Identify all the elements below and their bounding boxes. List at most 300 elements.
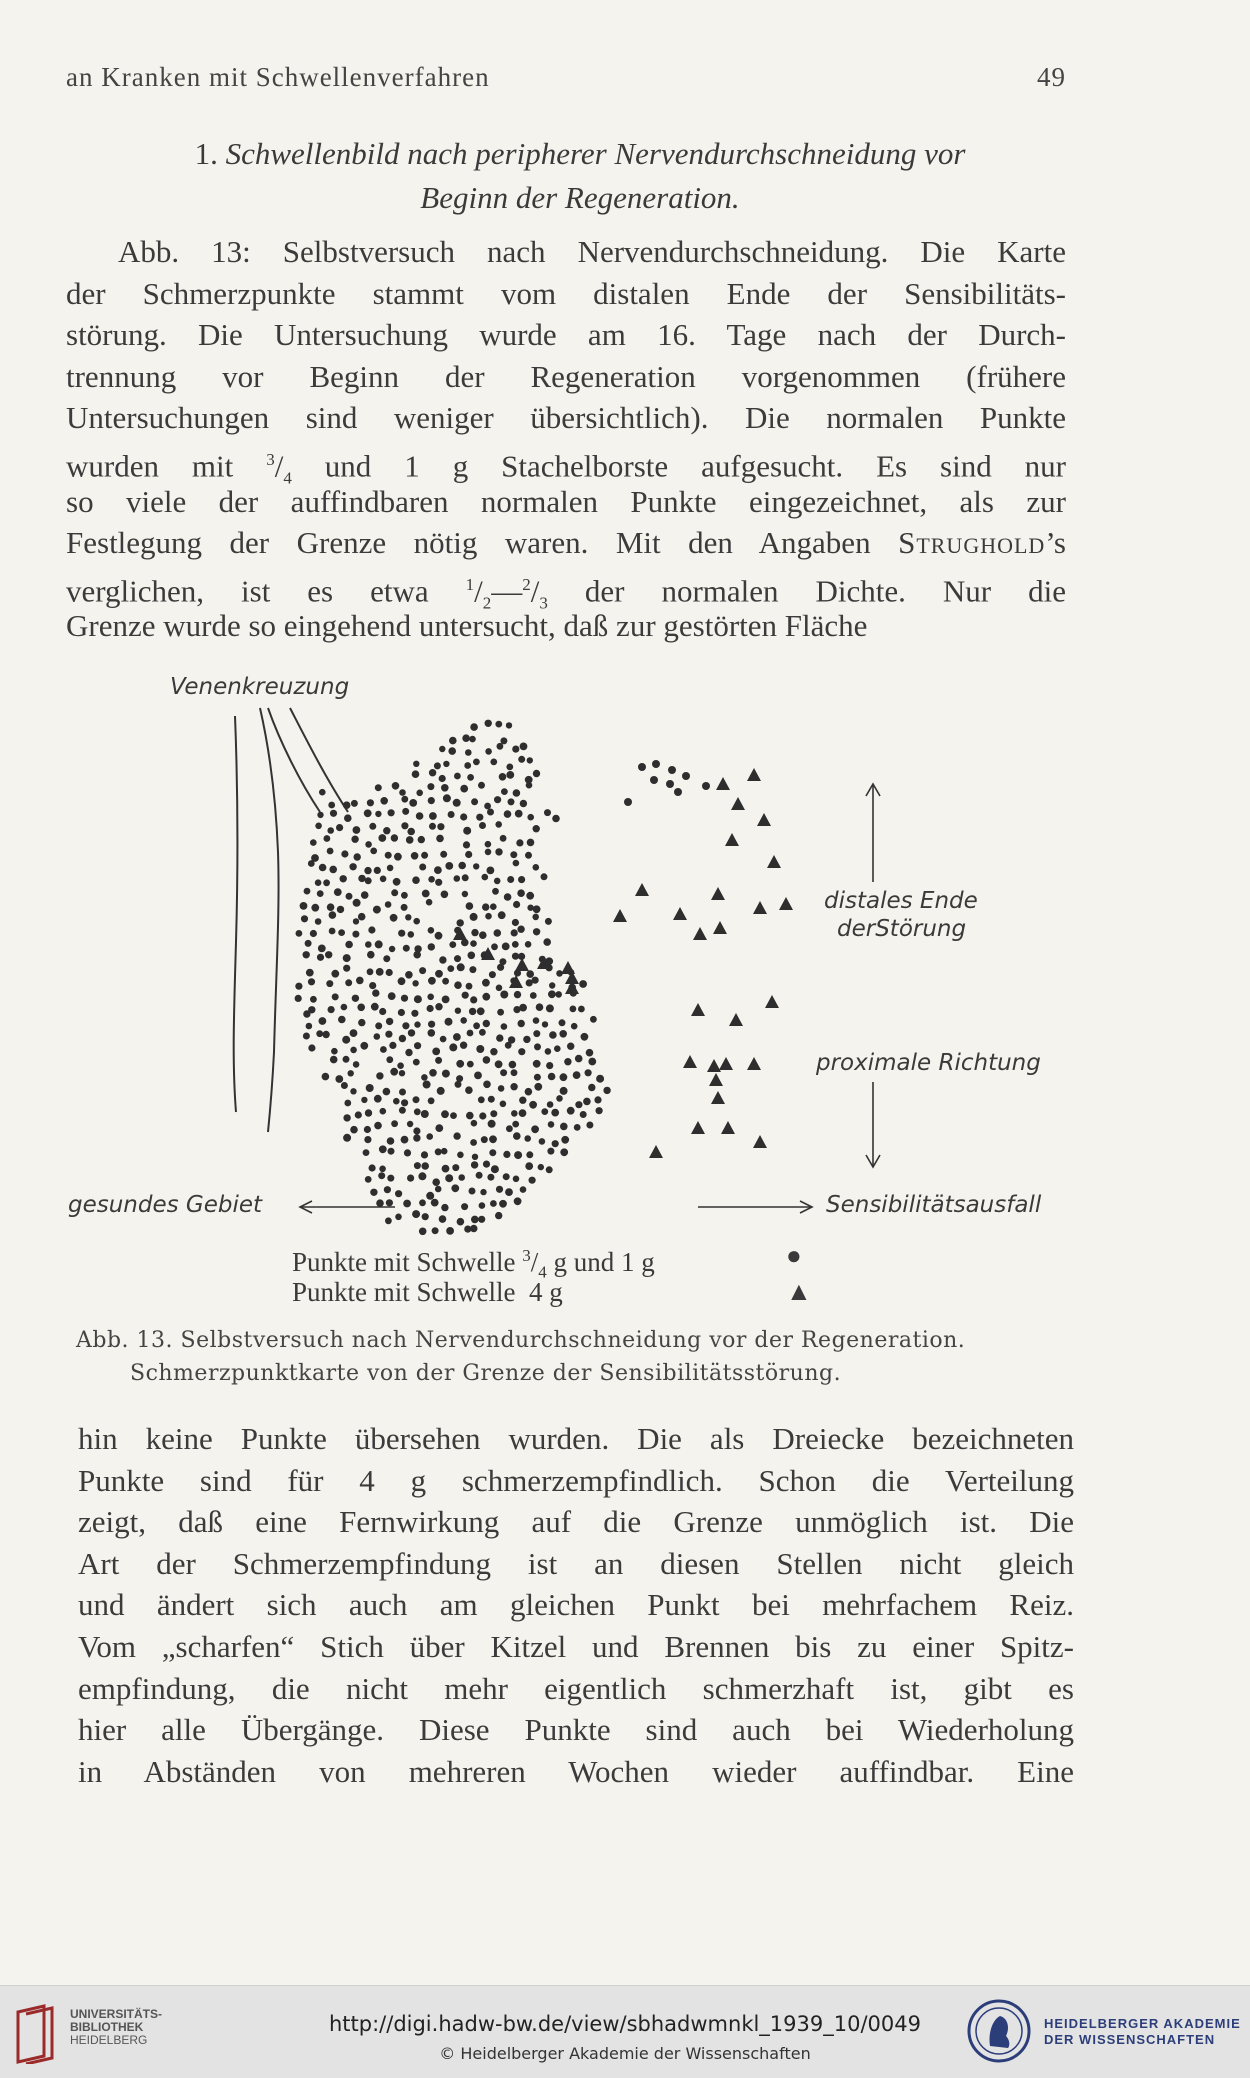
dot-point (489, 971, 496, 978)
dot-point (548, 1121, 555, 1128)
dot-point (533, 905, 541, 913)
dot-point (368, 926, 375, 933)
dot-point (328, 802, 335, 809)
dot-point (385, 901, 392, 908)
dot-point (385, 1031, 392, 1038)
dot-point (355, 1111, 362, 1118)
triangle-point (713, 921, 727, 934)
dot-point (442, 1070, 450, 1078)
dot-point (517, 889, 525, 897)
dot-point (348, 1070, 354, 1076)
dot-point (526, 970, 534, 978)
dot-point (435, 879, 442, 886)
dot-point (372, 989, 379, 996)
dot-point (387, 1175, 394, 1182)
dot-point (327, 827, 334, 834)
dot-point (432, 1227, 439, 1234)
dot-point (560, 1073, 568, 1081)
dot-point (512, 1121, 519, 1128)
dot-point (478, 1096, 485, 1103)
dot-point (501, 1023, 508, 1030)
triangle-point (765, 995, 779, 1008)
dot-point (401, 904, 408, 911)
figure-caption (76, 1324, 1076, 1390)
dot-point (506, 1125, 513, 1132)
dot-point (398, 1009, 405, 1016)
dot-point (435, 1003, 442, 1010)
dot-point (308, 1006, 315, 1013)
dot-point (421, 852, 428, 859)
dot-point (480, 1189, 486, 1195)
dot-point (495, 1212, 502, 1219)
dot-point (526, 1151, 533, 1158)
dot-point (511, 929, 518, 936)
dot-point (418, 1172, 426, 1180)
dot-point (322, 1073, 330, 1081)
dot-point (532, 977, 539, 984)
dot-point (457, 1218, 465, 1226)
dot-point (419, 1199, 426, 1206)
dot-point (542, 1021, 548, 1027)
dot-point (479, 931, 487, 939)
dot-point (456, 1060, 464, 1068)
dot-point (531, 1125, 539, 1133)
source-url-link[interactable]: http://digi.hadw-bw.de/view/sbhadwmnkl_1939_10/0049 (328, 2012, 921, 2036)
triangle-point (721, 1121, 735, 1134)
dot-point (428, 797, 435, 804)
dot-point (376, 1072, 383, 1079)
dot-point (514, 1151, 522, 1159)
dot-point (442, 996, 450, 1004)
dot-point (324, 835, 331, 842)
dot-point (458, 1174, 465, 1181)
dot-point (399, 1089, 406, 1096)
dot-point (401, 1136, 409, 1144)
dot-point (383, 827, 390, 834)
dot-point (529, 1177, 536, 1184)
dot-point (419, 967, 426, 974)
dot-point (552, 815, 560, 823)
dot-point (365, 941, 372, 948)
dot-point (350, 1029, 358, 1037)
dot-point (343, 1134, 351, 1142)
dot-point (473, 863, 479, 869)
dot-point (427, 1005, 434, 1012)
triangle-point (711, 1091, 725, 1104)
dot-point (329, 866, 337, 874)
dot-point (492, 888, 499, 895)
section-number: 1. (194, 136, 218, 171)
dot-point (301, 915, 308, 922)
dot-point (380, 1046, 387, 1053)
triangle-point (729, 1013, 743, 1026)
dot-point (343, 1056, 350, 1063)
dot-point (395, 1190, 402, 1197)
dot-point (603, 1087, 610, 1094)
dot-point (483, 1161, 490, 1168)
dot-point (432, 1048, 440, 1056)
dot-point (330, 1056, 338, 1064)
dot-point (383, 955, 390, 962)
dot-point (534, 1083, 542, 1091)
dot-point (343, 1114, 350, 1121)
dot-point (499, 773, 507, 781)
dot-point (457, 1152, 464, 1159)
dot-point (541, 1108, 548, 1115)
dot-point (533, 1030, 540, 1037)
dot-point (325, 951, 332, 958)
dot-point (507, 876, 514, 883)
dot-point (464, 762, 471, 769)
dot-point (455, 1008, 461, 1014)
text-segment: und 1 g Stachelborste aufgesucht. Es sind nur (324, 448, 1066, 484)
dot-point (499, 1200, 507, 1208)
dot-point (437, 1087, 445, 1095)
dot-point (471, 798, 478, 805)
dot-point (393, 878, 401, 886)
dot-point (413, 1096, 420, 1103)
dot-point (336, 824, 343, 831)
triangle-symbol-icon: ▲ (786, 1277, 812, 1306)
dot-point (485, 849, 492, 856)
dot-point (441, 891, 449, 899)
dot-point (429, 769, 436, 776)
dot-point (358, 875, 365, 882)
triangle-point (561, 961, 575, 974)
dot-point (353, 1061, 360, 1068)
dot-point (495, 1060, 503, 1068)
dot-point (445, 1174, 453, 1182)
dot-point (533, 1017, 540, 1024)
dot-point (378, 834, 386, 842)
academy-name (1044, 2016, 1241, 2048)
dot-point (448, 811, 455, 818)
dot-point (401, 892, 408, 899)
dot-point (386, 1056, 393, 1063)
dot-point (421, 1162, 429, 1170)
dot-point (371, 1003, 379, 1011)
triangle-point (691, 1121, 705, 1134)
triangle-point (753, 901, 767, 914)
dot-point (379, 1145, 387, 1153)
dot-point (463, 841, 470, 848)
dot-point (322, 1031, 329, 1038)
dot-point (296, 930, 303, 937)
text-line-with-fraction: wurden mit $^3/_4$ und 1 g Stachelborste aufgesucht. Es sind nur (66, 448, 1066, 488)
dot-point (315, 823, 322, 830)
dot-point (414, 1162, 421, 1169)
dot-point (532, 914, 539, 921)
dot-point (402, 1022, 409, 1029)
dot-point (308, 978, 315, 985)
dot-point (527, 839, 535, 847)
dot-point (547, 1101, 554, 1108)
dot-point (391, 889, 398, 896)
dot-point (367, 799, 374, 806)
dot-point (466, 983, 473, 990)
dot-point (590, 1016, 597, 1023)
triangle-point (635, 883, 649, 896)
dot-point (343, 954, 351, 962)
dot-point (479, 822, 486, 829)
dot-point (407, 828, 415, 836)
section-heading (80, 132, 1080, 220)
dot-point (423, 1081, 431, 1089)
triangle-point (709, 1073, 723, 1086)
dot-point (380, 1108, 387, 1115)
dot-point (469, 736, 476, 743)
dot-point (404, 1149, 411, 1156)
dot-point (370, 1189, 377, 1196)
dot-point (413, 1059, 420, 1066)
triangle-point (753, 1135, 767, 1148)
dot-point (413, 1134, 420, 1141)
academy-name-line: DER WISSENSCHAFTEN (1044, 2032, 1216, 2047)
dot-point (559, 1030, 567, 1038)
dot-point (443, 794, 451, 802)
dot-point (500, 1069, 507, 1076)
dot-point (490, 1048, 497, 1055)
dot-point (638, 763, 646, 771)
dot-point (303, 1033, 310, 1040)
dot-point (387, 1137, 395, 1145)
dot-point (533, 1060, 541, 1068)
dot-point (527, 757, 533, 763)
dot-point (513, 1132, 521, 1140)
dot-point (483, 1020, 490, 1027)
dot-point (376, 1199, 384, 1207)
dot-point (466, 902, 474, 910)
dot-point (624, 798, 632, 806)
dot-point (399, 1107, 406, 1114)
dot-point (434, 866, 442, 874)
dot-point (534, 1043, 541, 1050)
dot-point (501, 788, 508, 795)
dot-point (329, 928, 336, 935)
dot-point (513, 901, 520, 908)
dot-point (470, 1225, 477, 1232)
dot-point (527, 814, 534, 821)
dot-point (498, 1085, 505, 1092)
dot-point (586, 1049, 594, 1057)
dot-point (428, 876, 435, 883)
dot-point (343, 801, 351, 809)
dot-point (544, 809, 551, 816)
dot-point (441, 1148, 448, 1155)
arrows (300, 784, 880, 1213)
dot-point (520, 743, 528, 751)
dot-point (485, 841, 492, 848)
triangle-point (779, 897, 793, 910)
dot-point (520, 1186, 527, 1193)
triangle-point (731, 797, 745, 810)
dot-point (384, 1186, 391, 1193)
dot-point (329, 911, 337, 919)
dot-point (331, 1048, 338, 1055)
legend-text: Punkte mit Schwelle 4 g (292, 1277, 563, 1307)
dot-point (448, 747, 456, 755)
dot-point (330, 810, 337, 817)
dot-point (515, 810, 523, 818)
dot-point (668, 766, 676, 774)
dot-point (574, 1124, 581, 1131)
dot-point (520, 800, 527, 807)
dot-point (530, 992, 537, 999)
dot-point (407, 1175, 414, 1182)
dot-point (427, 994, 434, 1001)
dot-point (354, 853, 361, 860)
dot-point (498, 911, 506, 919)
dot-point (366, 1084, 374, 1092)
dot-point (398, 930, 405, 937)
dot-point (477, 1007, 485, 1015)
legend-row-dot: Punkte mit Schwelle $^3/_4$ g und 1 g ● (292, 1238, 812, 1274)
dot-point (385, 1217, 392, 1224)
dot-point (581, 1033, 589, 1041)
dot-point (405, 914, 411, 920)
dot-point (332, 993, 339, 1000)
dot-point (375, 784, 382, 791)
dot-point (509, 1061, 517, 1069)
dot-point (560, 1148, 568, 1156)
dot-point (439, 775, 446, 782)
dot-point (495, 848, 502, 855)
dot-point (490, 903, 497, 910)
dot-point (497, 1009, 504, 1016)
dot-point (485, 720, 492, 727)
dot-point (504, 810, 512, 818)
dot-point (401, 995, 408, 1002)
dot-point (300, 902, 308, 910)
dot-point (541, 873, 548, 880)
dot-point (414, 1021, 420, 1027)
dot-point (331, 970, 339, 978)
dot-point (473, 1022, 480, 1029)
triangle-point (683, 1055, 697, 1068)
dot-point (318, 945, 326, 953)
dot-point (421, 1110, 429, 1118)
dot-point (462, 734, 470, 742)
dot-point (583, 1098, 591, 1106)
dot-point (470, 1139, 477, 1146)
dot-point (375, 811, 381, 817)
dot-point (335, 1075, 343, 1083)
dot-point (482, 874, 489, 881)
paragraph-2 (78, 1418, 1074, 1792)
dot-point (353, 826, 361, 834)
dot-point (543, 938, 551, 946)
dot-point (414, 1108, 421, 1115)
section-heading-line-2: Beginn der Regeneration. (420, 180, 740, 215)
dot-point (545, 918, 552, 925)
dot-point (494, 929, 502, 937)
dot-point (476, 1045, 484, 1053)
dot-point (514, 991, 521, 998)
dot-point (418, 836, 425, 843)
dot-point (472, 1154, 478, 1160)
dot-point (524, 1135, 531, 1142)
vein-line (268, 708, 320, 812)
dot-point (345, 979, 352, 986)
section-heading-line-1: Schwellenbild nach peripherer Nervendurchschneidung vor (225, 136, 966, 171)
dot-point (310, 930, 317, 937)
dot-point (373, 906, 381, 914)
dot-point (409, 799, 417, 807)
dot-point (463, 827, 471, 835)
vein-line (290, 708, 348, 812)
dot-point (536, 1003, 544, 1011)
dot-point (351, 836, 358, 843)
dot-point (455, 1081, 462, 1088)
dot-point (429, 1069, 437, 1077)
dot-point (346, 893, 353, 900)
dot-point (413, 761, 419, 767)
dot-point (490, 759, 497, 766)
dot-point (548, 1073, 556, 1081)
dot-point (363, 1149, 370, 1156)
dot-point (462, 891, 468, 897)
dot-point (391, 834, 398, 841)
dot-point (341, 850, 348, 857)
triangle-point (649, 1145, 663, 1158)
text-segment: wurden mit (66, 448, 234, 484)
dot-point (556, 1095, 563, 1102)
dot-point (398, 977, 406, 985)
dot-point (467, 1061, 474, 1068)
dot-point (405, 1049, 412, 1056)
dot-point (405, 971, 413, 979)
dot-point (586, 1122, 593, 1129)
dot-point (702, 782, 710, 790)
dot-point (334, 888, 342, 896)
dot-point (399, 1035, 406, 1042)
dot-point (390, 914, 398, 922)
legend-text: g und 1 g (553, 1247, 655, 1277)
dot-point (552, 1140, 559, 1147)
dot-point (341, 1082, 348, 1089)
dot-point (383, 1088, 391, 1096)
dot-point (484, 803, 491, 810)
dot-point (471, 1161, 478, 1168)
fraction-denominator: 3 (539, 593, 548, 613)
text-line-with-name (66, 522, 1066, 564)
dot-point (545, 1048, 552, 1055)
dot-point (487, 867, 495, 875)
dot-point (407, 1121, 413, 1127)
dot-point (295, 983, 302, 990)
caption-line-1: Abb. 13. Selbstversuch nach Nervendurchschneidung vor der Regeneration. (76, 1328, 966, 1353)
dot-point (539, 1138, 546, 1145)
dot-point (431, 1199, 439, 1207)
dot-point (470, 913, 478, 921)
dot-point (461, 1203, 468, 1210)
dot-point (426, 1192, 434, 1200)
dot-point (380, 797, 388, 805)
dot-point (502, 943, 510, 951)
dot-point (488, 1096, 495, 1103)
dot-point (451, 1184, 459, 1192)
dot-point (416, 790, 423, 797)
dot-point (579, 980, 587, 988)
dot-point (395, 1214, 402, 1221)
dot-point (388, 1148, 395, 1155)
dot-point (465, 1086, 473, 1094)
dot-point (482, 993, 490, 1001)
dot-point (585, 1069, 592, 1076)
dot-point (386, 1018, 393, 1025)
text-line: empfindung, die nicht mehr eigentlich schmerzhaft ist, gibt es (78, 1670, 1074, 1706)
dot-point (403, 945, 410, 952)
